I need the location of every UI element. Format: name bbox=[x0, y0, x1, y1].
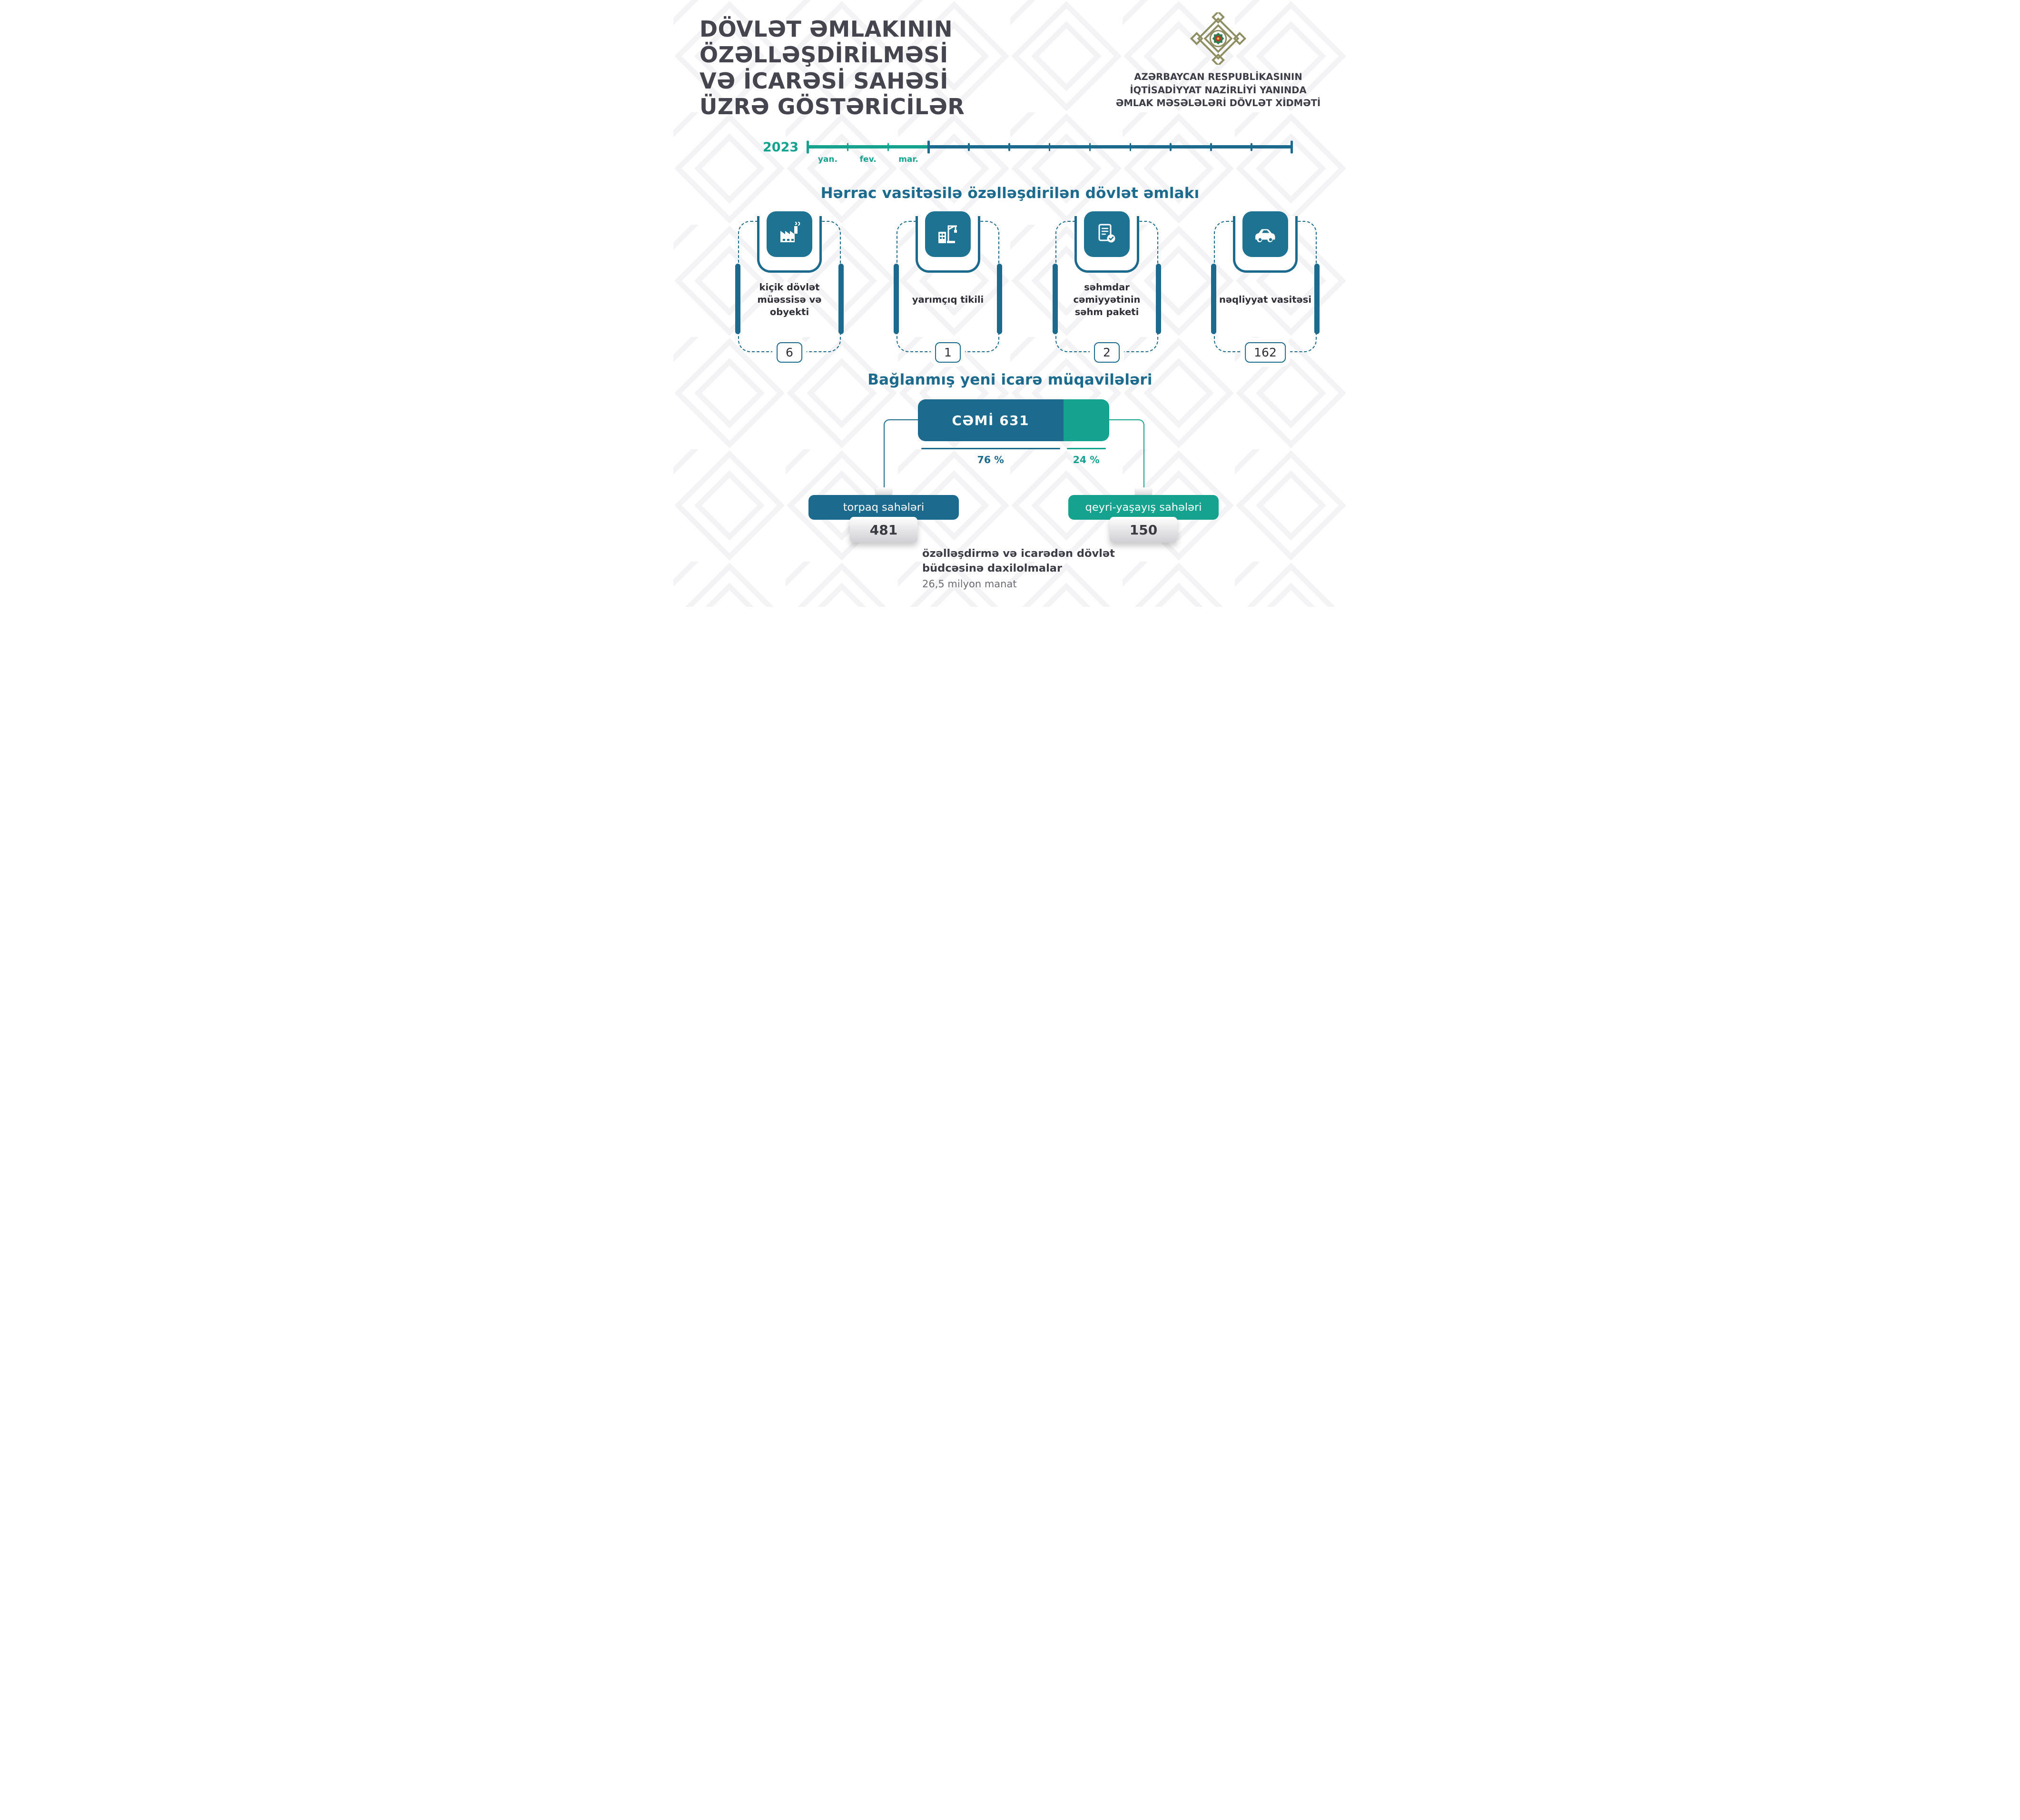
budget-note-amount: 26,5 milyon manat bbox=[922, 578, 1017, 590]
budget-note-line: büdcəsinə daxilolmalar bbox=[922, 562, 1063, 575]
connector-left bbox=[884, 419, 919, 490]
infographic-page bbox=[673, 0, 1347, 607]
connector-right bbox=[1109, 419, 1144, 490]
auction-card-unfinished-building bbox=[897, 221, 999, 359]
value-land-areas: 481 bbox=[850, 517, 917, 543]
lease-section-heading: Bağlanmış yeni icarə müqavilələri bbox=[867, 371, 1153, 388]
timeline-month-label: fev. bbox=[859, 155, 877, 164]
lease-total-bar bbox=[918, 399, 1109, 441]
share-certificate-icon bbox=[1084, 211, 1130, 257]
budget-note bbox=[922, 546, 1115, 590]
timeline-segment-apr bbox=[928, 145, 969, 148]
page-title bbox=[700, 16, 965, 119]
bar-segment-nonresidential bbox=[1064, 399, 1109, 441]
org-name-line: ƏMLAK MƏSƏLƏLƏRİ DÖVLƏT XİDMƏTİ bbox=[1115, 98, 1321, 109]
timeline-segment-oct bbox=[1171, 145, 1211, 148]
timeline-segment-feb bbox=[848, 145, 888, 148]
card-label: səhmdar cəmiyyətinin səhm paketi bbox=[1073, 282, 1141, 317]
timeline-month-label: mar. bbox=[898, 155, 918, 164]
percent-label-land bbox=[918, 448, 1064, 465]
auction-section-heading: Hərrac vasitəsilə özəlləşdirilən dövlət əmlakı bbox=[820, 185, 1200, 202]
bar-segment-land bbox=[918, 399, 1064, 441]
timeline-month-label: yan. bbox=[818, 155, 838, 164]
timeline bbox=[808, 140, 1292, 164]
page-title-line: ÜZRƏ GÖSTƏRİCİLƏR bbox=[700, 93, 965, 119]
page-title-line: VƏ İCARƏSİ SAHƏSİ bbox=[700, 68, 948, 94]
timeline-segment-aug bbox=[1090, 145, 1131, 148]
percent-text: 24 % bbox=[1073, 454, 1100, 465]
card-label: nəqliyyat vasitəsi bbox=[1219, 294, 1312, 306]
card-value: 162 bbox=[1245, 342, 1286, 363]
page-title-line: DÖVLƏT ƏMLAKININ bbox=[700, 16, 953, 42]
card-value: 6 bbox=[777, 342, 802, 363]
org-block bbox=[1091, 12, 1345, 110]
timeline-year: 2023 bbox=[763, 140, 799, 155]
org-name-line: AZƏRBAYCAN RESPUBLİKASININ bbox=[1134, 71, 1302, 82]
auction-card-vehicle bbox=[1214, 221, 1317, 359]
car-icon bbox=[1242, 211, 1288, 257]
timeline-segment-jul bbox=[1050, 145, 1090, 148]
timeline-segment-may bbox=[969, 145, 1009, 148]
factory-icon bbox=[767, 211, 812, 257]
auction-card-share-package bbox=[1055, 221, 1158, 359]
timeline-segment-jun bbox=[1009, 145, 1050, 148]
org-name-line: İQTİSADİYYAT NAZİRLİYİ YANINDA bbox=[1130, 84, 1307, 96]
emblem-icon bbox=[1188, 12, 1249, 65]
bar-total-label: CƏMİ 631 bbox=[952, 412, 1030, 428]
card-label: yarımçıq tikili bbox=[912, 294, 984, 306]
value-nonresidential-areas: 150 bbox=[1110, 517, 1177, 543]
card-value: 1 bbox=[935, 342, 961, 363]
percent-row bbox=[918, 448, 1109, 465]
auction-card-small-enterprise bbox=[738, 221, 841, 359]
building-crane-icon bbox=[925, 211, 971, 257]
timeline-segment-nov bbox=[1211, 145, 1251, 148]
card-label: kiçik dövlət müəssisə və obyekti bbox=[757, 282, 822, 317]
callout-land-areas: torpaq sahələri bbox=[808, 495, 959, 520]
timeline-segment-jan bbox=[808, 145, 848, 148]
budget-note-line: özəlləşdirmə və icarədən dövlət bbox=[922, 547, 1115, 560]
timeline-segment-dec bbox=[1251, 145, 1292, 148]
percent-text: 76 % bbox=[977, 454, 1004, 465]
timeline-segment-sep bbox=[1131, 145, 1171, 148]
page-title-line: ÖZƏLLƏŞDİRİLMƏSİ bbox=[700, 42, 948, 68]
callout-nonresidential-areas: qeyri-yaşayış sahələri bbox=[1068, 495, 1219, 520]
timeline-segment-mar bbox=[888, 145, 929, 148]
card-value: 2 bbox=[1094, 342, 1120, 363]
percent-label-nonresidential bbox=[1064, 448, 1109, 465]
